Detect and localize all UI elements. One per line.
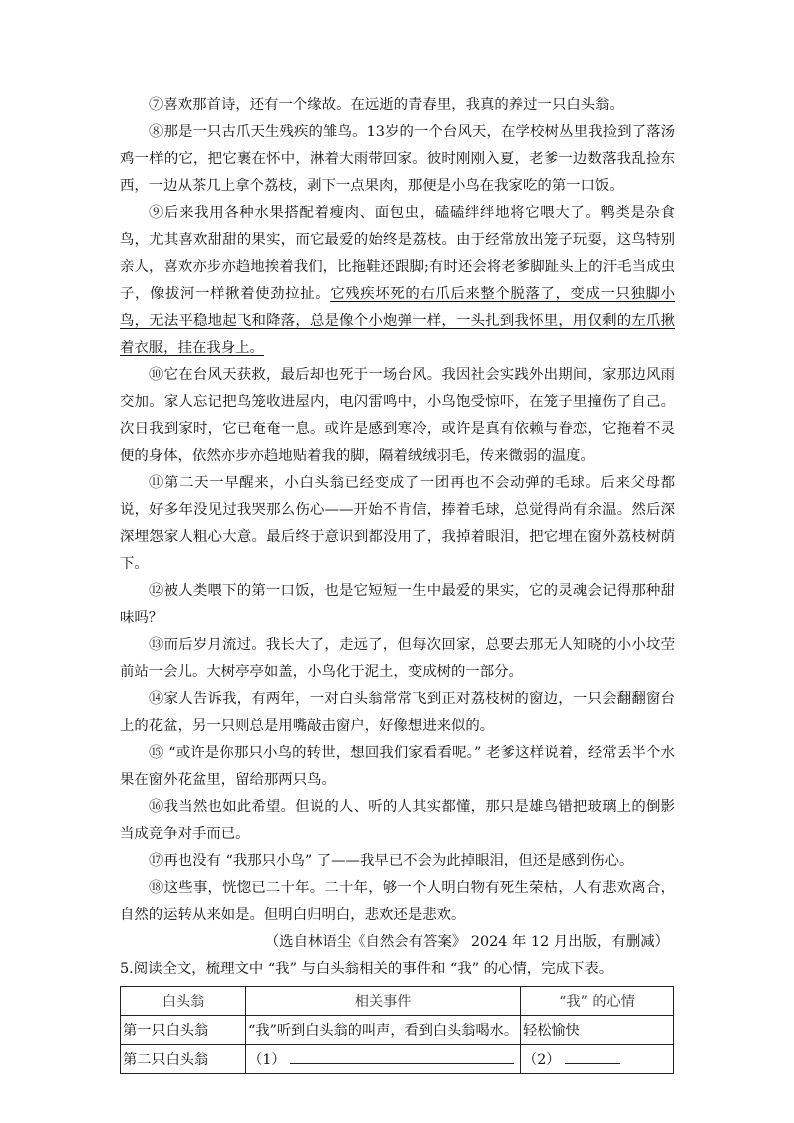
blank-2-label: （2） [523,1052,561,1068]
paragraph-15: ⑮ “或许是你那只小鸟的转世，想回我们家看看呢。” 老爹这样说着，经常丢半个水果在窗外花盆里，留给那两只鸟。 [120,745,675,788]
paragraph-9 [120,200,675,362]
header-bird: 白头翁 [121,987,246,1016]
answer-blank-2[interactable] [565,1049,620,1064]
cell-event-2 [246,1045,521,1074]
answer-table [120,986,674,1074]
paragraph-11: ⑪第二天一早醒来，小白头翁已经变成了一团再也不会动弹的毛球。后来父母都说，好多年没见过我哭那么伤心——开始不肯信，捧着毛球，总觉得尚有余温。然后深深埋怨家人粗心大意。最后终于意识到都没用了，我掉着眼泪，把它埋在窗外荔枝树荫下。 [120,475,675,572]
header-event: 相关事件 [246,987,521,1016]
paragraph-17: ⑰再也没有 “我那只小鸟” 了——我早已不会为此掉眼泪，但还是感到伤心。 [149,853,634,869]
table-header-row [121,987,674,1016]
paragraph-9-underlined-sentence: 它残疾坏死的右爪后来整个脱落了，变成一只独脚小鸟，无法平稳地起飞和降落，总是像个小炮弹一样，一头扎到我怀里，用仅剩的左爪揪着衣服，挂在我身上。 [120,286,675,356]
paragraph-16: ⑯我当然也如此希望。但说的人、听的人其实都懂，那只是雄鸟错把玻璃上的倒影当成竞争对手而已。 [120,799,675,842]
answer-blank-1[interactable] [290,1049,514,1064]
source-citation: （选自林语尘《自然会有答案》 2024 年 12 月出版，有删减） [264,934,669,950]
document-page [120,92,675,1074]
table-row [121,1045,674,1074]
paragraph-8: ⑧那是一只古爪天生残疾的雏鸟。13岁的一个台风天，在学校树丛里我捡到了落汤鸡一样的它，把它裹在怀中，淋着大雨带回家。彼时刚刚入夏，老爹一边数落我乱捡东西，一边从茶几上拿个荔枝，剥下一点果肉，那便是小鸟在我家吃的第一口饭。 [120,124,675,194]
table-row [121,1016,674,1045]
cell-bird-1: 第一只白头翁 [121,1016,246,1045]
cell-mood-1: 轻松愉快 [521,1016,674,1045]
paragraph-12: ⑫被人类喂下的第一口饭，也是它短短一生中最爱的果实，它的灵魂会记得那种甜味吗？ [120,583,675,626]
header-mood: “我” 的心情 [521,987,674,1016]
cell-bird-2: 第二只白头翁 [121,1045,246,1074]
paragraph-7: ⑦喜欢那首诗，还有一个缘故。在远逝的青春里，我真的养过一只白头翁。 [149,97,624,113]
paragraph-9-text: ⑨后来我用各种水果搭配着瘦肉、面包虫，磕磕绊绊地将它喂大了。鹎类是杂食鸟，尤其喜欢甜甜的果实，而它最爱的始终是荔枝。由于经常放出笼子玩耍，这鸟特别亲人，喜欢亦步亦趋地挨着我们，比拖鞋还跟脚;有时还会将老爹脚趾头上的汗毛当成虫子，像拔河一样揪着使劲拉扯。 [120,205,675,302]
cell-event-1: “我”听到白头翁的叫声，看到白头翁喝水。 [246,1016,521,1045]
paragraph-14: ⑭家人告诉我，有两年，一对白头翁常常飞到正对荔枝树的窗边，一只会翻翻窗台上的花盆，另一只则总是用嘴敲击窗户，好像想进来似的。 [120,691,675,734]
paragraph-18: ⑱这些事，恍惚已二十年。二十年，够一个人明白物有死生荣枯，人有悲欢离合，自然的运转从来如是。但明白归明白，悲欢还是悲欢。 [120,880,675,923]
blank-1-label: （1） [248,1052,286,1068]
paragraph-13: ⑬而后岁月流过。我长大了，走远了，但每次回家，总要去那无人知晓的小小坟茔前站一会儿。大树亭亭如盖，小鸟化于泥土，变成树的一部分。 [120,637,675,680]
question-5: 5.阅读全文，梳理文中 “我” 与白头翁相关的事件和 “我” 的心情，完成下表。 [120,961,614,977]
cell-mood-2 [521,1045,674,1074]
paragraph-10: ⑩它在台风天获救，最后却也死于一场台风。我因社会实践外出期间，家那边风雨交加。家人忘记把鸟笼收进屋内，电闪雷鸣中，小鸟饱受惊吓，在笼子里撞伤了自己。次日我到家时，它已奄奄一息。或许是感到寒冷，或许是真有依赖与眷恋，它拖着不灵便的身体，依然亦步亦趋地贴着我的脚，隔着绒绒羽毛，传来微弱的温度。 [120,367,675,464]
